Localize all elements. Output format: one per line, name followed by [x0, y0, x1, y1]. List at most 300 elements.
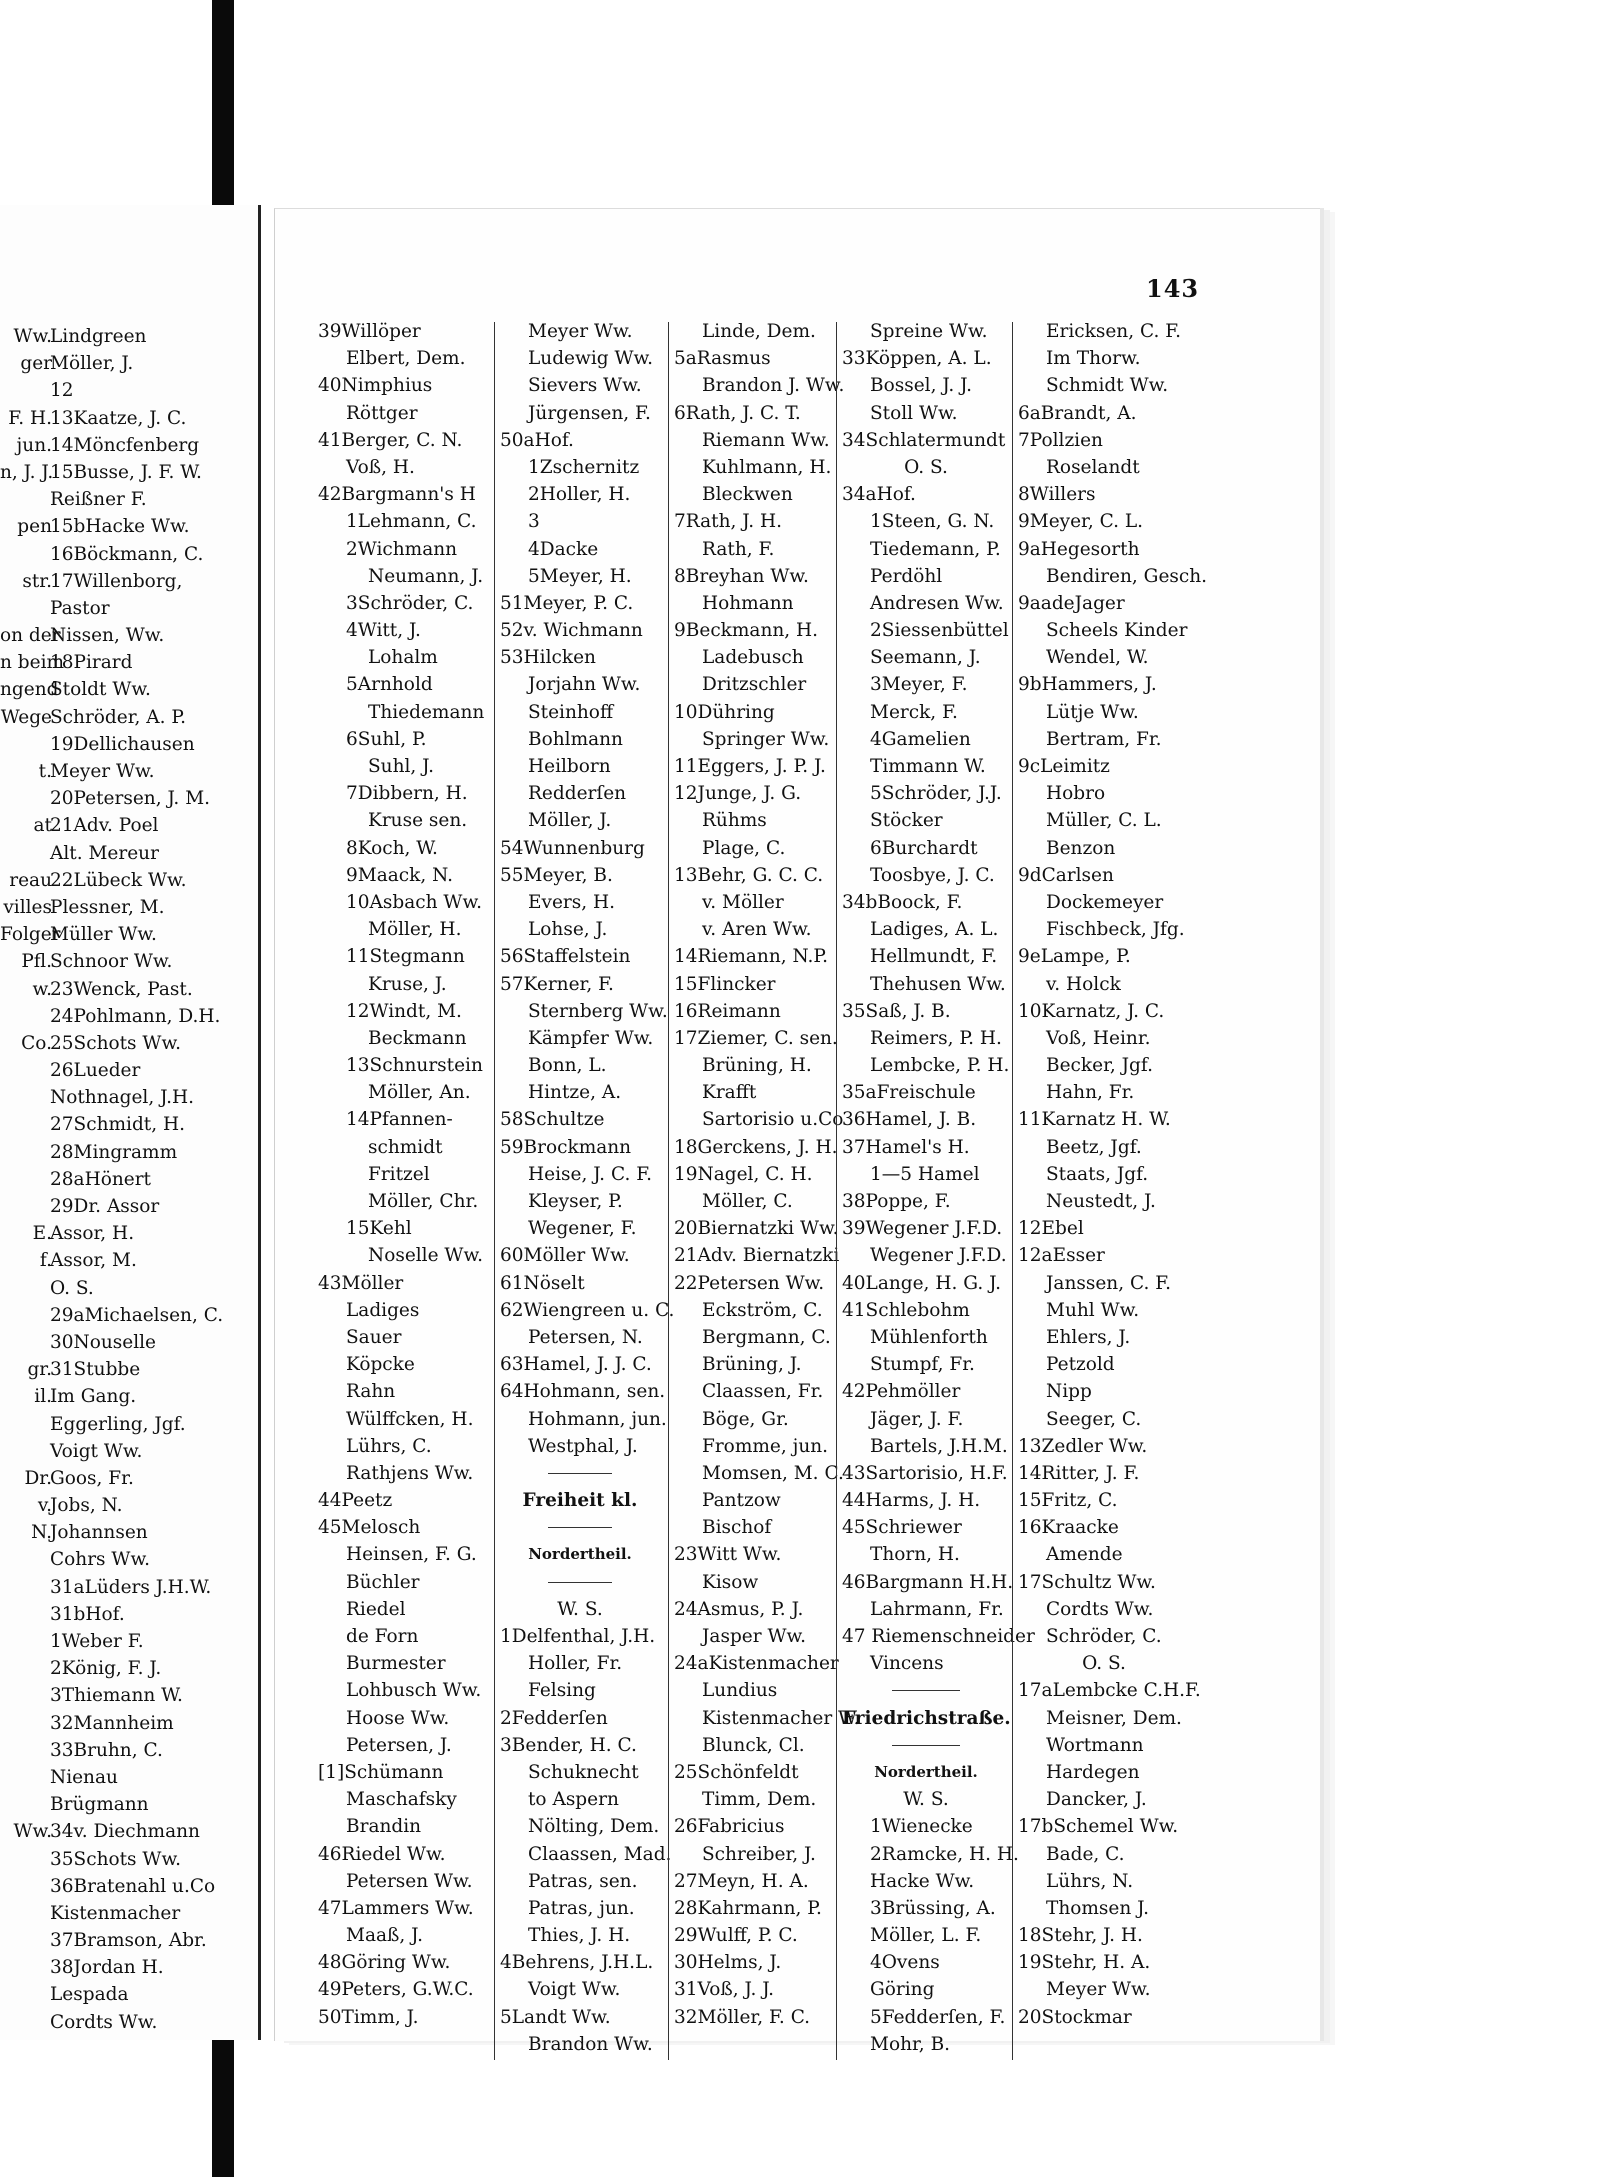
directory-entry: Perdöhl [870, 565, 943, 587]
directory-entry: 2Fedderſen [500, 1707, 608, 1729]
left-page-entry: Wege [0, 706, 52, 728]
directory-entry: 52v. Wichmann [500, 620, 643, 642]
left-page-entry: 15bHacke Ww. [50, 516, 190, 538]
directory-entry: v. Holck [1046, 973, 1121, 995]
directory-entry: Bischof [702, 1517, 772, 1539]
directory-entry: 43Sartorisio, H.F. [842, 1462, 1008, 1484]
directory-entry: Seeger, C. [1046, 1408, 1142, 1430]
side-label: O. S. [904, 456, 948, 478]
left-page-entry [0, 486, 52, 513]
directory-entry: 28Kahrmann, P. [674, 1897, 822, 1919]
left-page-entry: Stoldt Ww. [50, 679, 151, 701]
directory-entry: 56Staffelstein [500, 946, 631, 968]
directory-entry: Stoll Ww. [870, 402, 958, 424]
directory-entry: Benzon [1046, 837, 1116, 859]
directory-entry: 38Poppe, F. [842, 1191, 951, 1212]
directory-entry: Lohbusch Ww. [346, 1680, 482, 1702]
left-page-entry [0, 377, 52, 404]
directory-entry: Köpcke [346, 1354, 415, 1376]
directory-entry: Sartorisio u.Co [702, 1109, 844, 1131]
directory-entry: Mohr, B. [870, 2033, 951, 2055]
directory-entry: 24Asmus, P. J. [674, 1598, 804, 1620]
directory-entry: Steinhoff [528, 701, 614, 723]
directory-entry: 36Hamel, J. B. [842, 1109, 977, 1131]
left-page-entry [0, 1764, 52, 1791]
left-page-entry: 33Bruhn, C. [50, 1739, 163, 1761]
directory-entry: 43Möller [318, 1272, 404, 1294]
left-page-entry [0, 785, 52, 812]
directory-entry: 4Ovens [870, 1952, 940, 1974]
directory-entry: Elbert, Dem. [346, 348, 466, 370]
directory-entry: 1Zschernitz [528, 456, 640, 478]
directory-entry: 22Petersen Ww. [674, 1272, 825, 1294]
side-label: W. S. [557, 1598, 603, 1620]
section-rule [500, 1514, 660, 1541]
directory-entry: Möller, J. [528, 810, 612, 832]
left-page-entry [0, 1139, 52, 1166]
directory-entry: Kleyser, P. [528, 1191, 623, 1212]
directory-entry: 12Ebel [1018, 1218, 1084, 1240]
directory-entry: Thorn, H. [870, 1544, 960, 1566]
directory-entry: Ehlers, J. [1046, 1326, 1131, 1348]
directory-entry: Nölting, Dem. [528, 1816, 660, 1838]
directory-entry: Fromme, jun. [702, 1435, 829, 1457]
left-page-entry: Folger [0, 924, 61, 946]
directory-entry: Noselle Ww. [368, 1245, 483, 1267]
directory-entry: Petzold [1046, 1354, 1115, 1376]
left-page-entry: str. [22, 570, 52, 592]
directory-entry: 44Harms, J. H. [842, 1490, 981, 1512]
directory-entry: Felsing [528, 1680, 596, 1702]
directory-entry: 59Brockmann [500, 1136, 632, 1158]
directory-entry: 2Holler, H. [528, 484, 631, 506]
left-page-entry: gr. [27, 1359, 52, 1381]
directory-entry: Ladiges [346, 1299, 420, 1321]
directory-entry: 4Behrens, J.H.L. [500, 1952, 654, 1974]
left-page-entry: Reißner F. [50, 489, 147, 511]
directory-entry: 25Schönfeldt [674, 1761, 799, 1783]
left-page-entry: 22Lübeck Ww. [50, 869, 187, 891]
directory-entry: 60Möller Ww. [500, 1245, 630, 1267]
directory-entry: Kämpfer Ww. [528, 1027, 654, 1049]
directory-entry: Thiedemann [368, 701, 485, 723]
left-page-entry: 15Busse, J. F. W. [50, 461, 202, 483]
directory-entry: Müller, C. L. [1046, 810, 1162, 832]
left-page-entry [0, 1084, 52, 1111]
directory-entry: 61Nöselt [500, 1272, 585, 1294]
directory-entry: 46Bargmann H.H. [842, 1571, 1014, 1593]
directory-entry: Dritzschler [702, 674, 807, 696]
left-page-entry [0, 1329, 52, 1356]
directory-entry: Pantzow [702, 1490, 781, 1512]
left-page-entry: 16Böckmann, C. [50, 543, 204, 565]
directory-entry: Jürgensen, F. [528, 402, 651, 424]
directory-entry: Im Thorw. [1046, 348, 1141, 370]
left-page-entry: Kistenmacher [50, 1902, 181, 1924]
directory-entry: 4Dacke [528, 538, 599, 560]
directory-entry: 32Möller, F. C. [674, 2006, 811, 2028]
left-page-entry: n, J. J. [0, 461, 54, 483]
directory-entry: 5Fedderſen, F. [870, 2006, 1006, 2028]
directory-entry: 51Meyer, P. C. [500, 592, 634, 614]
directory-entry: Claassen, Mad. [528, 1843, 672, 1865]
directory-entry: 45Melosch [318, 1517, 421, 1539]
directory-entry: Beetz, Jgf. [1046, 1136, 1142, 1158]
directory-entry: 47Lammers Ww. [318, 1897, 474, 1919]
directory-entry: 54Wunnenburg [500, 837, 645, 859]
directory-entry: 10Karnatz, J. C. [1018, 1000, 1165, 1022]
directory-entry: 20Biernatzki Ww. [674, 1218, 839, 1240]
left-page-entry: O. S. [50, 1277, 94, 1299]
directory-entry: Schröder, C. [1046, 1626, 1162, 1647]
directory-entry: Bartels, J.H.M. [870, 1435, 1008, 1457]
directory-entry: Andresen Ww. [870, 592, 1004, 614]
directory-entry: 27Meyn, H. A. [674, 1870, 809, 1892]
directory-entry: 14Ritter, J. F. [1018, 1462, 1140, 1484]
directory-entry: Fritzel [368, 1163, 430, 1185]
left-page-entry: jun. [16, 434, 52, 456]
left-page-entry: 23Wenck, Past. [50, 978, 193, 1000]
left-page-entry [0, 1411, 52, 1438]
directory-entry: 13Zedler Ww. [1018, 1435, 1148, 1457]
directory-entry: 37Hamel's H. [842, 1136, 970, 1158]
directory-entry: 15Flincker [674, 973, 776, 995]
left-page-entry [0, 1574, 52, 1601]
left-page-entry [0, 1438, 52, 1465]
directory-entry: 7Dibbern, H. [346, 783, 468, 805]
directory-entry: 9Meyer, C. L. [1018, 511, 1144, 533]
directory-entry: 55Meyer, B. [500, 864, 613, 886]
directory-entry: 8Willers [1018, 484, 1096, 506]
directory-entry: Dockemeyer [1046, 891, 1164, 913]
directory-entry: Bertram, Fr. [1046, 728, 1162, 750]
directory-entry: Lütje Ww. [1046, 701, 1139, 723]
left-page-entry: 1Weber F. [50, 1631, 144, 1652]
directory-entry: Ericksen, C. F. [1046, 321, 1182, 342]
left-page-column-b [50, 323, 255, 2036]
directory-entry: Timmann W. [870, 756, 986, 777]
left-page-entry: 34v. Diechmann [50, 1821, 200, 1843]
directory-entry: Thies, J. H. [528, 1925, 631, 1947]
left-page-entry: il. [34, 1386, 52, 1408]
street-heading: Friedrichstraße. [842, 1707, 1011, 1729]
left-page-entry [0, 1546, 52, 1573]
directory-entry: Kruse, J. [368, 973, 447, 995]
directory-entry: Böge, Gr. [702, 1408, 789, 1430]
left-page-entry: villes [3, 896, 52, 918]
column-5 [1018, 318, 1208, 2031]
left-page-entry [0, 1166, 52, 1193]
directory-entry: 13Schnurstein [346, 1055, 483, 1077]
directory-entry: Möller, L. F. [870, 1925, 982, 1947]
directory-entry: Lahrmann, Fr. [870, 1598, 1004, 1620]
directory-entry: 31Voß, J. J. [674, 1979, 775, 2001]
directory-entry: Riemann Ww. [702, 429, 830, 451]
directory-entry: schmidt [368, 1136, 443, 1158]
left-page-entry: Meyer Ww. [50, 761, 155, 782]
directory-entry: 19Stehr, H. A. [1018, 1952, 1151, 1974]
directory-entry: Claassen, Fr. [702, 1381, 824, 1403]
left-page-fragment [0, 205, 261, 2040]
left-page-entry: 30Nouselle [50, 1331, 157, 1353]
directory-entry: 18Gerckens, J. H. [674, 1136, 838, 1158]
directory-entry: Wegener J.F.D. [870, 1245, 1007, 1267]
directory-entry: 20Stockmar [1018, 2006, 1132, 2028]
directory-entry: Brüning, J. [702, 1354, 802, 1376]
directory-entry: Krafft [702, 1082, 757, 1104]
directory-entry: 1Delfenthal, J.H. [500, 1626, 656, 1647]
directory-entry: Patras, jun. [528, 1897, 635, 1919]
directory-entry: Lührs, C. [346, 1435, 432, 1457]
left-page-entry: Goos, Fr. [50, 1467, 134, 1489]
directory-entry: Amende [1046, 1544, 1123, 1566]
left-page-entry: Lespada [50, 1984, 129, 2006]
left-page-entry: Nothnagel, J.H. [50, 1087, 194, 1109]
directory-entry: Heilborn [528, 756, 611, 777]
page-number: 143 [1146, 274, 1200, 303]
directory-entry: 34Schlatermundt [842, 429, 1006, 451]
left-page-entry: Voigt Ww. [50, 1440, 143, 1462]
left-page-entry: Plessner, M. [50, 896, 165, 918]
left-page-entry: Schröder, A. P. [50, 706, 186, 728]
left-page-entry: Ww. [13, 326, 52, 347]
left-page-entry: t. [38, 761, 52, 782]
directory-entry: Toosbye, J. C. [870, 864, 995, 886]
left-page-entry: 37Bramson, Abr. [50, 1930, 207, 1952]
directory-entry: 6Burchardt [870, 837, 978, 859]
directory-entry: Kisow [702, 1571, 759, 1593]
left-page-entry: 31bHof. [50, 1603, 125, 1625]
directory-entry: Seemann, J. [870, 647, 981, 669]
directory-entry: Reimers, P. H. [870, 1027, 1002, 1049]
left-page-entry: Co. [21, 1032, 52, 1054]
directory-entry: 29Wulff, P. C. [674, 1925, 798, 1947]
left-page-entry: Müller Ww. [50, 924, 157, 946]
directory-entry: 2Siessenbüttel [870, 620, 1009, 642]
directory-entry: Burmester [346, 1653, 446, 1675]
left-page-entry [0, 1003, 52, 1030]
left-page-entry: Ww. [13, 1821, 52, 1843]
directory-entry: Neustedt, J. [1046, 1191, 1156, 1212]
directory-entry: Riedel [346, 1598, 406, 1620]
directory-entry: Scheels Kinder [1046, 620, 1188, 642]
directory-entry: 48Göring Ww. [318, 1952, 451, 1974]
left-page-entry: 29aMichaelsen, C. [50, 1304, 224, 1326]
directory-entry: 30Helms, J. [674, 1952, 782, 1974]
left-page-entry: 25Schots Ww. [50, 1032, 181, 1054]
directory-entry: Petersen Ww. [346, 1870, 473, 1892]
left-page-entry: 29Dr. Assor [50, 1196, 160, 1217]
directory-entry: Maschafsky [346, 1789, 457, 1811]
left-page-entry: 38Jordan H. [50, 1957, 164, 1979]
directory-entry: 7Pollzien [1018, 429, 1103, 451]
directory-entry: Becker, Jgf. [1046, 1055, 1153, 1077]
directory-entry: 9Maack, N. [346, 864, 453, 886]
directory-entry: Neumann, J. [368, 565, 484, 587]
directory-entry: 21Adv. Biernatzki [674, 1245, 840, 1267]
directory-entry: 15Kehl [346, 1218, 412, 1240]
directory-entry: Schmidt Ww. [1046, 375, 1169, 397]
directory-entry: Bleckwen [702, 484, 793, 506]
left-page-entry [0, 1193, 52, 1220]
directory-entry: Evers, H. [528, 891, 616, 913]
left-page-entry: 19Dellichausen [50, 733, 195, 755]
directory-entry: Suhl, J. [368, 756, 435, 777]
directory-entry: 39Willöper [318, 321, 421, 342]
left-page-entry: pen [17, 516, 52, 538]
left-page-entry [0, 541, 52, 568]
left-page-entry: Pastor [50, 597, 110, 619]
directory-entry: Bendiren, Gesch. [1046, 565, 1208, 587]
directory-entry: Mühlenforth [870, 1326, 988, 1348]
directory-entry: Petersen, N. [528, 1326, 643, 1348]
directory-entry: Stumpf, Fr. [870, 1354, 975, 1376]
directory-entry: 4Witt, J. [346, 620, 421, 642]
directory-entry: Brandon Ww. [528, 2033, 653, 2055]
directory-entry: 10Dühring [674, 701, 775, 723]
directory-entry: Tiedemann, P. [870, 538, 1001, 560]
directory-entry: Hintze, A. [528, 1082, 622, 1104]
directory-entry: 34bBoock, F. [842, 891, 963, 913]
left-page-entry: F. H. [8, 407, 52, 429]
directory-entry: to Aspern [528, 1789, 619, 1811]
column-divider [836, 322, 837, 2060]
directory-entry: 17Schultz Ww. [1018, 1571, 1156, 1593]
directory-entry: v. Aren Ww. [702, 919, 812, 941]
directory-entry: Ludewig Ww. [528, 348, 654, 370]
left-page-entry: 3Thiemann W. [50, 1685, 183, 1707]
column-divider [494, 322, 495, 2060]
directory-entry: Muhl Ww. [1046, 1299, 1140, 1321]
directory-entry: Maaß, J. [346, 1925, 423, 1947]
directory-entry: Timm, Dem. [702, 1789, 817, 1811]
directory-entry: 16Reimann [674, 1000, 781, 1022]
directory-entry: Göring [870, 1979, 935, 2001]
directory-entry: Heinsen, F. G. [346, 1544, 477, 1566]
directory-entry: 12Junge, J. G. [674, 783, 802, 805]
left-page-entry: Im Gang. [50, 1386, 137, 1408]
street-section-label: Norderthеil. [528, 1545, 632, 1564]
directory-entry: 8Koch, W. [346, 837, 438, 859]
directory-entry: Vincens [870, 1653, 944, 1675]
left-page-entry: 26Lueder [50, 1060, 141, 1082]
column-4 [842, 318, 1035, 2058]
left-page-entry [0, 1791, 52, 1818]
directory-entry: 42Bargmann's H [318, 484, 476, 506]
directory-entry: 10Asbach Ww. [346, 891, 482, 913]
left-page-entry [0, 1111, 52, 1138]
directory-entry: 49Peters, G.W.C. [318, 1979, 474, 2001]
directory-entry: 9bHammers, J. [1018, 674, 1157, 696]
left-page-entry: at [33, 815, 52, 837]
directory-entry: Möller, H. [368, 919, 462, 941]
left-page-entry: Brügmann [50, 1794, 149, 1816]
left-page-entry: Alt. Mereur [50, 842, 159, 864]
left-page-entry: Schnoor Ww. [50, 951, 173, 973]
directory-entry: 11Karnatz H. W. [1018, 1109, 1171, 1131]
directory-entry: 5Meyer, H. [528, 565, 632, 587]
directory-entry: Fischbeck, Jfg. [1046, 919, 1185, 941]
directory-entry: Staats, Jgf. [1046, 1163, 1149, 1185]
left-page-entry: 13Kaatze, J. C. [50, 407, 187, 429]
directory-entry: Bergmann, C. [702, 1326, 831, 1348]
directory-entry: 57Kerner, F. [500, 973, 614, 995]
directory-entry: 9eLampe, P. [1018, 946, 1131, 968]
left-page-entry: 2König, F. J. [50, 1658, 162, 1680]
column-2 [500, 318, 675, 2058]
directory-entry: 40Lange, H. G. J. [842, 1272, 1001, 1294]
directory-entry: 12Windt, M. [346, 1000, 462, 1022]
left-page-entry [0, 1275, 52, 1302]
directory-entry: Büchler [346, 1571, 420, 1593]
left-page-entry [0, 1655, 52, 1682]
directory-entry: Heise, J. C. F. [528, 1163, 653, 1185]
directory-entry: 24aKistenmacher [674, 1653, 839, 1675]
directory-entry: 62Wiengreen u. C. [500, 1299, 675, 1321]
left-page-entry: 12 [50, 380, 74, 402]
directory-entry: 14Pfannen- [346, 1109, 453, 1131]
left-page-entry: 20Petersen, J. M. [50, 788, 211, 810]
left-page-entry [0, 1710, 52, 1737]
directory-entry: 35aFreischule [842, 1082, 976, 1104]
left-page-entry: Johannsen [50, 1522, 148, 1544]
left-page-entry: f. [39, 1250, 52, 1272]
directory-entry: 1Steen, G. N. [870, 511, 995, 533]
directory-entry: 2Ramcke, H. H. [870, 1843, 1019, 1865]
directory-entry: 23Witt Ww. [674, 1544, 782, 1566]
left-page-entry: Nienau [50, 1766, 118, 1788]
left-page-entry: Möller, J. [50, 353, 134, 375]
directory-entry: Eckström, C. [702, 1299, 823, 1321]
directory-entry: Brüning, H. [702, 1055, 812, 1077]
directory-entry: 64Hohmann, sen. [500, 1381, 666, 1403]
left-page-entry [0, 1737, 52, 1764]
directory-entry: 9aHegesorth [1018, 538, 1140, 560]
directory-entry: Meyer Ww. [1046, 1979, 1151, 2001]
directory-entry: Hohmann [702, 592, 794, 614]
left-page-entry: 35Schots Ww. [50, 1848, 181, 1870]
directory-entry: [1]Schümann [318, 1761, 444, 1783]
directory-entry: Petersen, J. [346, 1734, 452, 1756]
directory-entry: Thehusen Ww. [870, 973, 1006, 995]
directory-entry: Sauer [346, 1326, 402, 1348]
left-page-entry: Eggerling, Jgf. [50, 1413, 186, 1435]
directory-entry: Lohse, J. [528, 919, 608, 941]
directory-entry: 7Rath, J. H. [674, 511, 783, 533]
directory-entry: Redderſen [528, 783, 627, 805]
directory-entry: Rath, F. [702, 538, 775, 560]
directory-entry: 15Fritz, C. [1018, 1490, 1118, 1512]
directory-entry: 17bSchemel Ww. [1018, 1816, 1179, 1838]
left-page-entry: 28aHönert [50, 1168, 151, 1190]
left-page-entry [0, 595, 52, 622]
directory-entry: Ladiges, A. L. [870, 919, 999, 941]
left-page-entry: n beim [0, 652, 65, 674]
directory-entry: Holler, Fr. [528, 1653, 623, 1675]
directory-entry: Hobro [1046, 783, 1106, 805]
directory-entry: Westphal, J. [528, 1435, 638, 1457]
directory-entry: 11Eggers, J. P. J. [674, 756, 826, 777]
directory-entry: Kistenmacher W. [702, 1707, 860, 1729]
directory-entry: Jorjahn Ww. [528, 674, 641, 696]
directory-entry: 18Stehr, J. H. [1018, 1925, 1143, 1947]
directory-entry: Lührs, N. [1046, 1870, 1134, 1892]
directory-entry: 17Ziemer, C. sen. [674, 1027, 838, 1049]
directory-entry: Beckmann [368, 1027, 467, 1049]
directory-entry: 34aHof. [842, 484, 916, 506]
directory-entry: 44Peetz [318, 1490, 393, 1512]
directory-entry: 12aEsser [1018, 1245, 1105, 1267]
